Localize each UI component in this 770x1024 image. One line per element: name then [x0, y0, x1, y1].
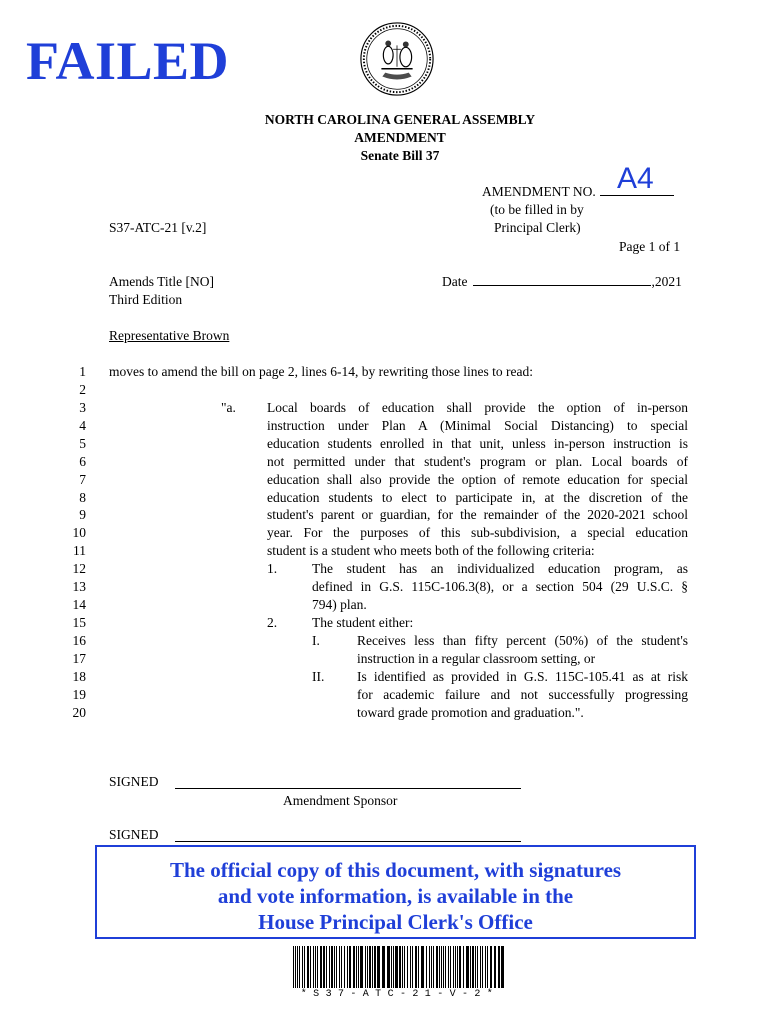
- state-seal-icon: [358, 20, 436, 98]
- item-text-line: The student either:: [312, 615, 414, 630]
- body-text-line: Local boards of education shall provide the option of in-person: [267, 400, 688, 415]
- fill-note-1: (to be filled in by: [490, 202, 584, 217]
- sponsor-name: Representative Brown: [109, 328, 230, 343]
- barcode: [292, 946, 508, 988]
- body-text-line: student's parent or guardian, for the remainder of the 2020-2021 school: [267, 507, 688, 522]
- fill-note-2: Principal Clerk): [494, 220, 581, 235]
- amendment-heading: AMENDMENT: [354, 130, 446, 145]
- line-number: 2: [79, 382, 86, 397]
- line-number: 6: [79, 454, 86, 469]
- subitem-marker: I.: [312, 633, 320, 648]
- assembly-title: NORTH CAROLINA GENERAL ASSEMBLY: [264, 112, 536, 127]
- body-text-line: student is a student who meets both of the following criteria:: [267, 543, 595, 558]
- line-number: 14: [72, 597, 86, 612]
- intro-line: moves to amend the bill on page 2, lines 6-14, by rewriting those lines to read:: [109, 364, 534, 379]
- body-text-line: education students to elect to participate in, at the discretion of the: [267, 490, 688, 505]
- line-number: 11: [73, 543, 86, 558]
- page-number: Page 1 of 1: [619, 239, 681, 254]
- item-text-line: defined in G.S. 115C-106.3(8), or a section 504 (29 U.S.C. §: [312, 579, 688, 594]
- signed-label: SIGNED: [109, 774, 159, 789]
- body-text-line: year. For the purposes of this sub-subdivision, a special education: [267, 525, 688, 540]
- notice-line: and vote information, is available in the: [217, 884, 574, 908]
- notice-line: House Principal Clerk's Office: [258, 910, 533, 934]
- amendment-no-value: A4: [617, 162, 654, 195]
- line-number: 16: [72, 633, 86, 648]
- line-number: 8: [79, 490, 86, 505]
- amendment-sponsor-label: Amendment Sponsor: [283, 793, 398, 808]
- line-number: 5: [79, 436, 86, 451]
- signature-line: [175, 788, 521, 789]
- body-text-line: education students enrolled in that unit, unless in-person instruction is: [267, 436, 688, 451]
- subitem-text-line: toward grade promotion and graduation.".: [357, 705, 584, 720]
- signed-label-2: SIGNED: [109, 827, 159, 842]
- paragraph-marker: "a.: [221, 400, 236, 415]
- line-number: 9: [79, 507, 86, 522]
- subitem-text-line: Receives less than fifty percent (50%) of the student's: [357, 633, 688, 648]
- subitem-text-line: Is identified as provided in G.S. 115C-105.41 as at risk: [357, 669, 688, 684]
- item-text-line: The student has an individualized education program, as: [312, 561, 688, 576]
- line-number: 17: [72, 651, 86, 666]
- official-copy-notice: [95, 845, 696, 939]
- line-number: 7: [79, 472, 86, 487]
- bill-code: S37-ATC-21 [v.2]: [109, 220, 207, 235]
- line-number: 1: [79, 364, 86, 379]
- line-number: 20: [72, 705, 86, 720]
- edition: Third Edition: [109, 292, 183, 307]
- line-number: 12: [72, 561, 86, 576]
- bill-title: Senate Bill 37: [360, 148, 440, 163]
- line-number: 15: [72, 615, 86, 630]
- signature-line-2: [175, 841, 521, 842]
- line-number: 18: [72, 669, 86, 684]
- item-text-line: 794) plan.: [312, 597, 367, 612]
- amends-title: Amends Title [NO]: [109, 274, 215, 289]
- amendment-no-label: AMENDMENT NO.: [482, 184, 674, 200]
- barcode-text: *S37-ATC-21-V-2*: [300, 989, 500, 1000]
- body-text-line: instruction under Plan A (Minimal Social Distancing) to special: [267, 418, 688, 433]
- subitem-marker: II.: [312, 669, 325, 684]
- line-number: 3: [79, 400, 86, 415]
- line-number: 4: [79, 418, 86, 433]
- subitem-text-line: for academic failure and not successfully progressing: [357, 687, 688, 702]
- notice-line: The official copy of this document, with signatures: [169, 858, 622, 882]
- date-field: Date ,2021: [442, 274, 682, 289]
- body-text-line: not permitted under that student's program or plan. Local boards of: [267, 454, 688, 469]
- line-number: 10: [72, 525, 86, 540]
- item-marker: 2.: [267, 615, 278, 630]
- failed-stamp: FAILED: [26, 31, 230, 91]
- line-number: 13: [72, 579, 86, 594]
- item-marker: 1.: [267, 561, 278, 576]
- subitem-text-line: instruction in a regular classroom setting, or: [357, 651, 596, 666]
- body-text-line: education shall also provide the option of remote education for special: [267, 472, 688, 487]
- line-number: 19: [72, 687, 86, 702]
